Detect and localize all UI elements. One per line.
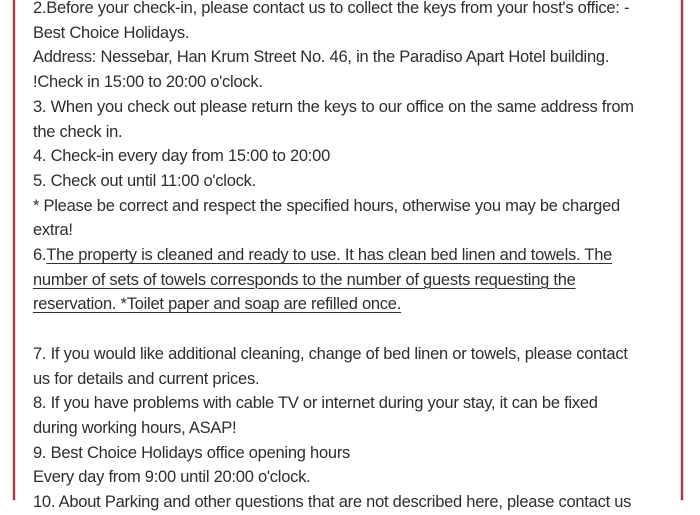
underlined-text: The property is cleaned and ready to use. It has clean bed linen and towels. The <box>46 246 613 265</box>
text-line <box>33 268 665 293</box>
text-segment: 9. Best Choice Holidays office opening hours <box>33 443 351 462</box>
right-border-rule <box>681 0 683 500</box>
text-line <box>33 416 665 441</box>
text-line <box>33 342 665 367</box>
text-segment: 8. If you have problems with cable TV or internet during your stay, it can be fixed <box>33 394 598 413</box>
text-line <box>33 218 665 243</box>
text-line <box>33 169 665 194</box>
text-segment: 2.Before your check-in, please contact us to collect the keys from your host's office: - <box>33 0 630 17</box>
text-segment: the check in. <box>33 122 123 141</box>
text-line <box>33 292 665 317</box>
text-line <box>33 194 665 219</box>
document-lines <box>33 0 665 515</box>
text-segment: extra! <box>33 221 73 240</box>
text-line <box>33 45 665 70</box>
text-line <box>33 490 665 515</box>
text-segment: !Check in 15:00 to 20:00 o'clock. <box>33 73 263 92</box>
text-line <box>33 70 665 95</box>
text-segment: 3. When you check out please return the keys to our office on the same address from <box>33 97 634 116</box>
text-segment: 10. About Parking and other questions that are not described here, please contact us <box>33 493 632 512</box>
text-segment: * Please be correct and respect the specified hours, otherwise you may be charged <box>33 196 620 215</box>
left-border-rule <box>13 0 15 500</box>
text-segment: 5. Check out until 11:00 o'clock. <box>33 171 256 190</box>
text-segment: during working hours, ASAP! <box>33 418 237 437</box>
text-line <box>33 144 665 169</box>
text-line <box>33 243 665 268</box>
text-segment: 7. If you would like additional cleaning, change of bed linen or towels, please contact <box>33 344 628 363</box>
text-line <box>33 367 665 392</box>
underlined-text: number of sets of towels corresponds to the number of guests requesting the <box>33 270 576 289</box>
text-line <box>33 317 665 342</box>
text-line <box>33 21 665 46</box>
text-segment: us for details and current prices. <box>33 369 260 388</box>
underlined-text: reservation. *Toilet paper and soap are refilled once. <box>33 295 402 314</box>
text-segment: 4. Check-in every day from 15:00 to 20:00 <box>33 147 330 166</box>
text-line <box>33 0 665 21</box>
text-line <box>33 391 665 416</box>
text-line <box>33 465 665 490</box>
text-line <box>33 120 665 145</box>
text-line <box>33 441 665 466</box>
text-segment: Best Choice Holidays. <box>33 23 190 42</box>
text-segment: Every day from 9:00 until 20:00 o'clock. <box>33 468 311 487</box>
text-line <box>33 95 665 120</box>
text-segment: Address: Nessebar, Han Krum Street No. 46, in the Paradiso Apart Hotel building. <box>33 48 610 67</box>
text-segment: 6. <box>33 246 47 265</box>
